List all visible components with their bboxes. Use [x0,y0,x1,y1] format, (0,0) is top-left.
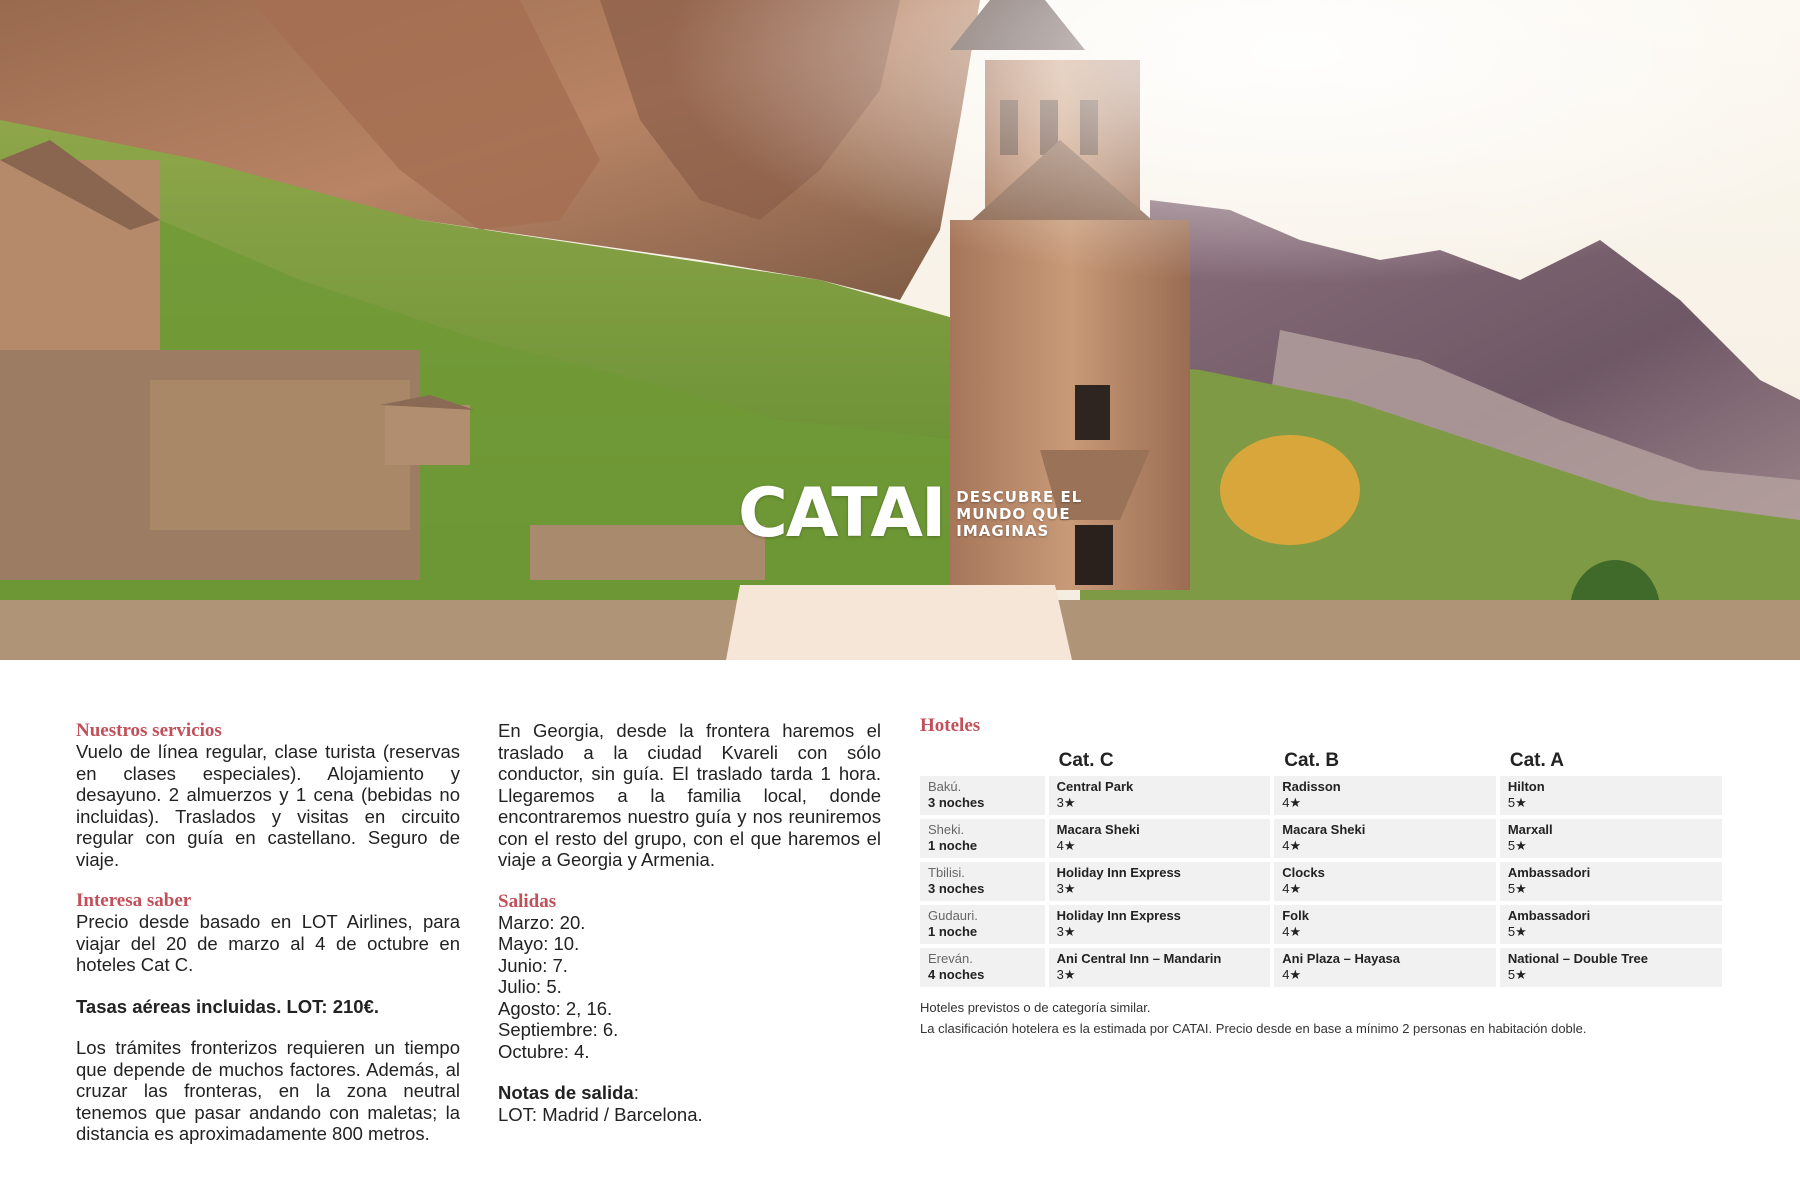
hotel-name: Macara Sheki [1056,822,1140,837]
salida-item: Octubre: 4. [498,1040,590,1062]
hotels-table [916,746,1726,991]
georgia-text: En Georgia, desde la frontera haremos el traslado a la ciudad Kvareli con sólo conductor, sin guía. El traslado tarda 1 hora. Llegaremos a la familia local, donde encontraremos nuestro guía y nos reuniremos con el resto del grupo, con el que haremos el viaje a Georgia y Armenia. [498,720,881,870]
table-row [920,862,1722,901]
spacer [76,1017,460,1037]
city-name: Tbilisi. [928,865,965,880]
table-row [920,776,1722,815]
city-cell [920,776,1045,815]
hotel-cell [1274,776,1496,815]
salidas-list [498,912,881,1063]
hotels-note-1: Hoteles previstos o de categoría similar. [920,1000,1151,1015]
hotel-cell [1274,862,1496,901]
catai-logo [738,474,1083,553]
notas-colon: : [633,1082,639,1103]
hotel-cell [1500,862,1722,901]
spacer [498,1062,881,1082]
hotel-cell [1274,948,1496,987]
city-name: Sheki. [928,822,965,837]
hotels-heading: Hoteles [920,715,981,736]
hotel-stars: 5★ [1507,880,1527,896]
hotel-stars: 3★ [1056,966,1076,982]
salida-item: Mayo: 10. [498,933,580,954]
nights: 1 noche [928,837,978,853]
hotel-name: Folk [1282,908,1309,923]
nights: 4 noches [928,966,985,982]
salidas-heading: Salidas [498,890,557,912]
hotel-stars: 3★ [1056,794,1076,810]
tramites-text: Los trámites fronterizos requieren un tiempo que depende de muchos factores. Además, al cruzar las fronteras, en la zona neutral tenemos que pasar andando con maletas; la distancia es aproximadamente 800 metros. [76,1037,460,1144]
services-heading: Nuestros servicios [76,720,222,741]
hotel-stars: 4★ [1282,837,1302,853]
hotel-stars: 5★ [1507,966,1527,982]
hotel-cell [1049,862,1271,901]
hotel-name: Ambassadori [1507,908,1591,923]
hotel-stars: 4★ [1282,880,1302,896]
table-row [920,819,1722,858]
nights: 1 noche [928,923,978,939]
hotel-cell [1049,776,1271,815]
hotel-cell [1274,905,1496,944]
hotel-name: Holiday Inn Express [1056,908,1181,923]
hotel-cell [1500,819,1722,858]
notas-heading [498,1082,881,1104]
nights: 3 noches [928,880,985,896]
hotel-name: Macara Sheki [1282,822,1366,837]
hotel-cell [1049,905,1271,944]
spacer [76,976,460,996]
hotel-cell [1274,819,1496,858]
logo-tagline [956,489,1082,540]
city-name: Bakú. [928,779,962,794]
hotel-name: Holiday Inn Express [1056,865,1181,880]
hotel-stars: 4★ [1056,837,1076,853]
interesa-text: Precio desde basado en LOT Airlines, para viajar del 20 de marzo al 4 de octubre en hoteles Cat C. [76,911,460,975]
notas-title: Notas de salida [498,1082,634,1103]
hotel-stars: 3★ [1056,923,1076,939]
salida-item: Marzo: 20. [498,911,586,933]
tasas-text: Tasas aéreas incluidas. LOT: 210€. [76,995,380,1017]
column-departures [498,720,881,1125]
hotel-stars: 4★ [1282,794,1302,810]
column-services [76,720,460,1145]
logo-wordmark: CATAI [738,474,945,553]
cat-a-header: Cat. A [1509,750,1565,771]
city-name: Gudauri. [928,908,978,923]
hotels-notes [920,997,1726,1039]
hotel-stars: 4★ [1282,966,1302,982]
hotel-name: Hilton [1507,779,1545,794]
hotel-stars: 3★ [1056,880,1076,896]
table-row [920,948,1722,987]
table-row [920,905,1722,944]
spacer [76,870,460,890]
hotel-cell [1500,776,1722,815]
city-cell [920,862,1045,901]
hotel-cell [1049,819,1271,858]
hotel-name: Clocks [1282,865,1325,880]
hotels-section [920,715,1726,1039]
city-cell [920,819,1045,858]
tagline-line-1: DESCUBRE EL [956,487,1083,506]
hotel-cell [1500,905,1722,944]
hotel-name: Ani Central Inn – Mandarin [1056,951,1222,966]
interesa-heading: Interesa saber [76,890,192,911]
hotel-stars: 5★ [1507,794,1527,810]
hotel-name: Radisson [1282,779,1341,794]
hotel-name: Ambassadori [1507,865,1591,880]
services-text: Vuelo de línea regular, clase turista (reservas en clases especiales). Alojamiento y desayuno. 2 almuerzos y 1 cena (bebidas no incluidas). Traslados y visitas en circuito regular con guía en castellano. Seguro de viaje. [76,741,460,870]
tagline-line-2: MUNDO QUE [956,504,1071,523]
salida-item: Junio: 7. [498,954,568,976]
hotel-stars: 4★ [1282,923,1302,939]
notas-text: LOT: Madrid / Barcelona. [498,1103,703,1125]
cat-c-header: Cat. C [1058,750,1114,771]
hotel-cell [1500,948,1722,987]
hotel-stars: 5★ [1507,923,1527,939]
spacer [498,871,881,891]
hotel-stars: 5★ [1507,837,1527,853]
hotel-name: Marxall [1507,822,1553,837]
city-column-header [920,750,1045,772]
hotels-note-2: La clasificación hotelera es la estimada por CATAI. Precio desde en base a mínimo 2 personas en habitación doble. [920,1021,1587,1036]
salida-item: Septiembre: 6. [498,1019,619,1040]
hotel-name: Ani Plaza – Hayasa [1282,951,1401,966]
hotel-name: Central Park [1056,779,1134,794]
nights: 3 noches [928,794,985,810]
city-cell [920,905,1045,944]
title-tab [726,585,1072,660]
tagline-line-3: IMAGINAS [956,521,1050,540]
hotels-header-row [920,750,1722,772]
city-name: Ereván. [928,951,973,966]
hotel-name: National – Double Tree [1507,951,1648,966]
cat-b-header: Cat. B [1284,750,1340,771]
salida-item: Julio: 5. [498,976,562,997]
salida-item: Agosto: 2, 16. [498,997,613,1019]
city-cell [920,948,1045,987]
hotel-cell [1049,948,1271,987]
